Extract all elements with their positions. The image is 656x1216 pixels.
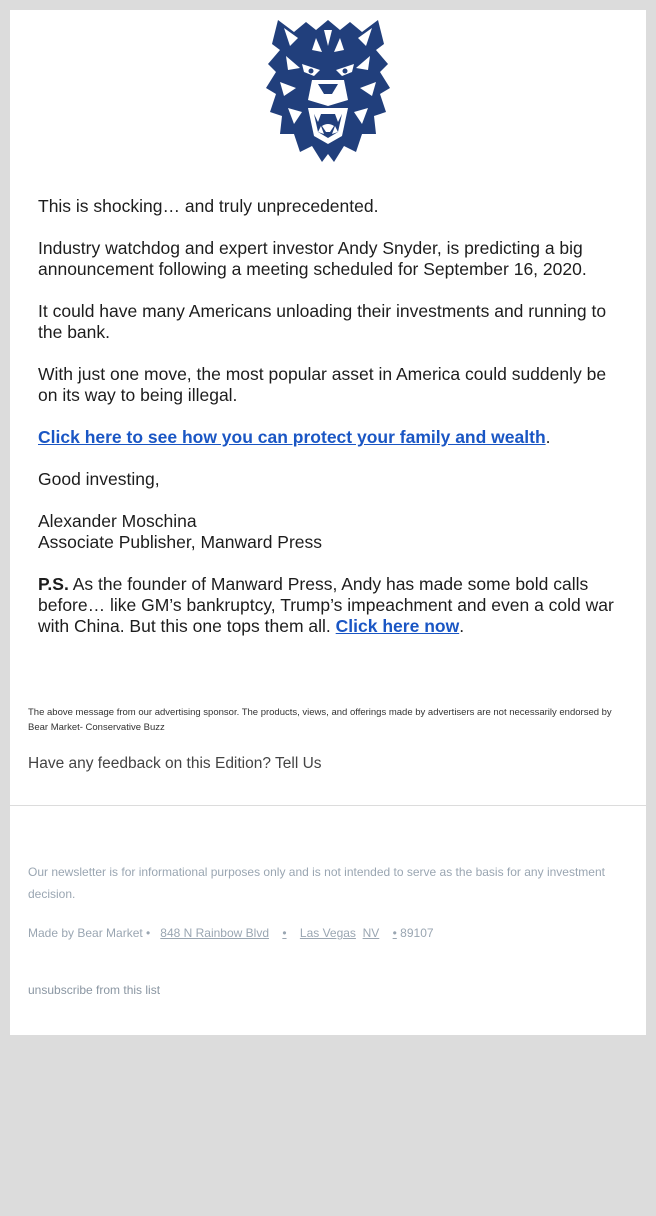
author-title: Associate Publisher, Manward Press	[38, 532, 323, 552]
state-link[interactable]: NV	[362, 926, 380, 940]
feedback-line[interactable]	[28, 755, 322, 773]
unsubscribe-link[interactable]: unsubscribe from this list	[28, 983, 161, 997]
cta-paragraph	[38, 427, 618, 448]
message-paragraph: With just one move, the most popular asset in America could suddenly be on its way to being illegal.	[38, 364, 607, 405]
feedback-text[interactable]: Have any feedback on this Edition? Tell Us	[28, 755, 322, 772]
footer-note: Our newsletter is for informational purposes only and is not intended to serve as the basis for any investment decision.	[28, 865, 605, 901]
author-name: Alexander Moschina	[38, 511, 197, 531]
zip-bullet-link[interactable]: •	[392, 926, 397, 940]
message-paragraph: Industry watchdog and expert investor Andy Snyder, is predicting a big announcement following a meeting scheduled for September 16, 2020.	[38, 238, 587, 279]
bear-head-logo-icon	[264, 16, 392, 162]
ps-period: .	[459, 616, 465, 636]
cta-period: .	[545, 427, 551, 447]
message-paragraph: It could have many Americans unloading their investments and running to the bank.	[38, 301, 607, 342]
ps-text: As the founder of Manward Press, Andy has made some bold calls before… like GM’s bankruptcy, Trump’s impeachment and even a cold war with China. But this one tops them all.	[38, 574, 614, 636]
footer	[10, 806, 646, 1035]
footer-address	[28, 926, 434, 940]
message-body	[38, 196, 618, 658]
made-by-text: Made by Bear Market •	[28, 926, 151, 940]
postscript	[38, 574, 618, 637]
signoff: Good investing,	[38, 469, 160, 489]
address-bullet-link[interactable]: •	[282, 926, 287, 940]
cta-link[interactable]: Click here to see how you can protect your family and wealth	[38, 427, 546, 447]
signature	[38, 511, 618, 553]
city-link[interactable]: Las Vegas	[299, 926, 356, 940]
ps-click-here-link[interactable]: Click here now	[335, 616, 460, 636]
street-link[interactable]: 848 N Rainbow Blvd	[160, 926, 269, 940]
email-card	[10, 10, 646, 805]
zip-code: 89107	[400, 926, 434, 940]
ps-label: P.S.	[38, 574, 69, 594]
message-paragraph: This is shocking… and truly unprecedented.	[38, 196, 379, 216]
sponsor-disclaimer: The above message from our advertising sponsor. The products, views, and offerings made by advertisers are not necessarily endorsed by Bear Market- Conservative Buzz	[28, 707, 612, 733]
